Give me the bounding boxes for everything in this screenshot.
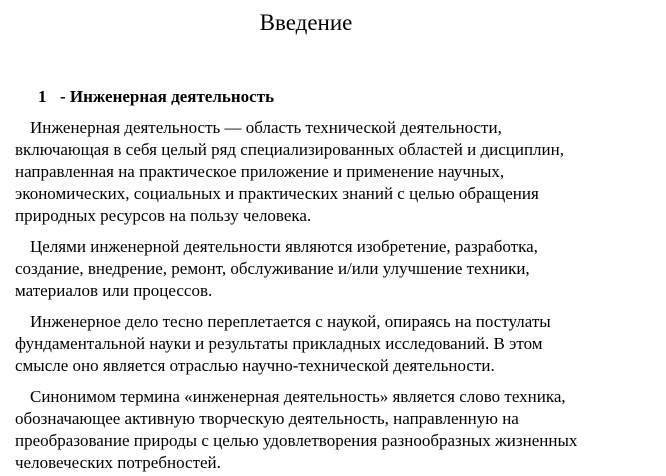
paragraph-synonym xyxy=(15,386,655,474)
section-heading xyxy=(38,87,274,107)
paragraph-line: человеческих потребностей. xyxy=(15,453,221,472)
paragraph-line: включающая в себя целый ряд специализированных областей и дисциплин, xyxy=(15,140,564,159)
paragraph-line: обозначающее активную творческую деятельность, направленную на xyxy=(15,409,519,428)
paragraph-line: создание, внедрение, ремонт, обслуживание и/или улучшение техники, xyxy=(15,259,530,278)
paragraph-line: Целями инженерной деятельности являются изобретение, разработка, xyxy=(30,237,538,256)
page-title: Введение xyxy=(259,10,353,35)
paragraph-line: Инженерное дело тесно переплетается с наукой, опираясь на постулаты xyxy=(30,312,551,331)
paragraph-science xyxy=(15,311,655,377)
paragraph-line: экономических, социальных и практических знаний с целью обращения xyxy=(15,184,539,203)
paragraph-line: природных ресурсов на пользу человека. xyxy=(15,206,312,225)
paragraph-goals xyxy=(15,236,655,302)
section-number: 1 xyxy=(38,87,47,106)
section-heading-text: - Инженерная деятельность xyxy=(60,87,275,106)
paragraph-line: преобразование природы с целью удовлетворения разнообразных жизненных xyxy=(15,431,578,450)
paragraph-line: фундаментальной науки и результаты прикладных исследований. В этом xyxy=(15,334,543,353)
paragraph-line: направленная на практическое приложение и применение научных, xyxy=(15,162,505,181)
paragraph-line: материалов или процессов. xyxy=(15,281,213,300)
paragraph-line: Инженерная деятельность — область технической деятельности, xyxy=(30,118,502,137)
paragraph-line: смысле оно является отраслью научно-технической деятельности. xyxy=(15,356,495,375)
paragraph-line: Синонимом термина «инженерная деятельность» является слово техника, xyxy=(30,387,566,406)
paragraph-definition xyxy=(15,117,655,227)
